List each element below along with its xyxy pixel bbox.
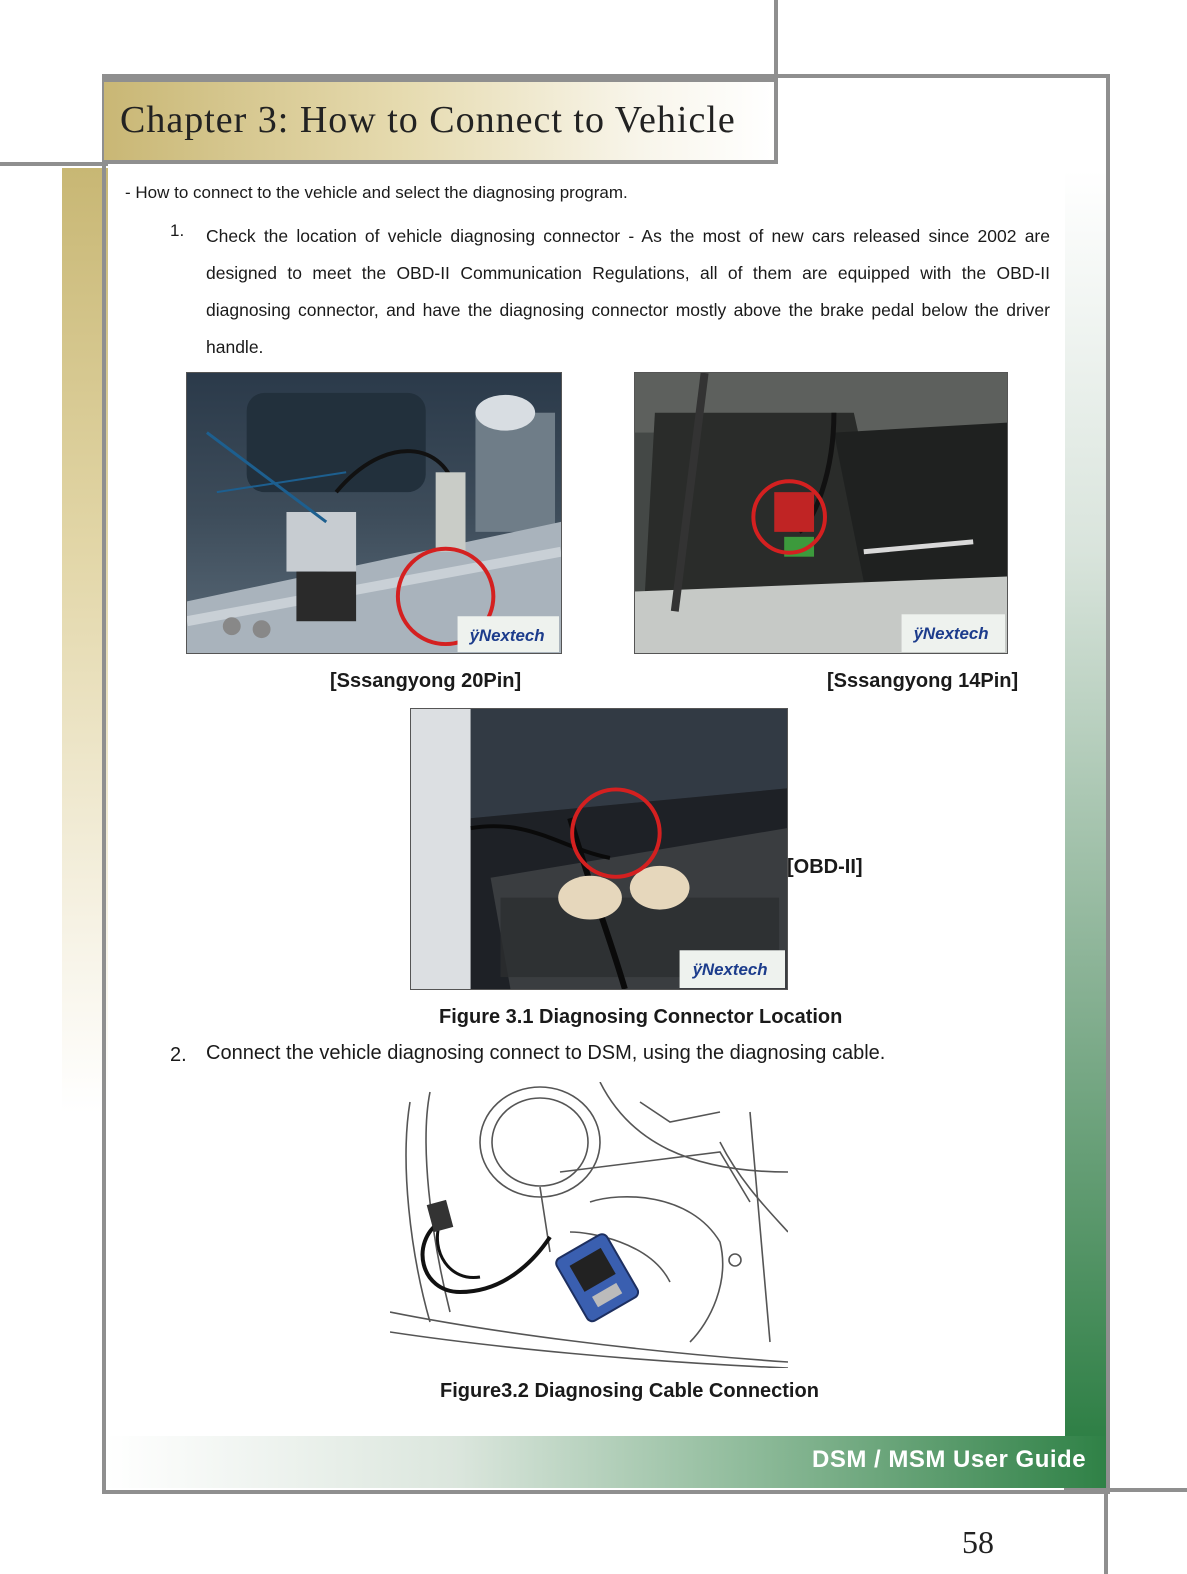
svg-text:ÿNextech: ÿNextech (692, 960, 768, 980)
svg-text:ÿNextech: ÿNextech (469, 626, 545, 646)
step-2-text: Connect the vehicle diagnosing connect to DSM, using the diagnosing cable. (206, 1042, 886, 1064)
intro-text: - How to connect to the vehicle and select the diagnosing program. (125, 183, 628, 202)
photo-obd2 (410, 708, 788, 990)
caption-ssangyong-14pin: [Sssangyong 14Pin] (827, 670, 1019, 692)
illustration-cable-connection (390, 1082, 788, 1368)
frame-line-top (774, 0, 778, 80)
frame-line-right (1064, 1488, 1187, 1492)
photo-ssangyong-14pin (634, 372, 1008, 654)
step-1-text: Check the location of vehicle diagnosing connector - As the most of new cars released since 2002 are designed to meet the OBD-II Communication Regulations, all of them are equipped with the OBD-II diagnosing connector, and have the diagnosing connector mostly above the brake pedal below the driver handle. (206, 226, 1050, 357)
frame-line-bottom (1104, 1488, 1108, 1574)
chapter-title: Chapter 3: How to Connect to Vehicle (120, 99, 736, 141)
figure-3-2-caption: Figure3.2 Diagnosing Cable Connection (440, 1380, 819, 1402)
guide-label: DSM / MSM User Guide (812, 1446, 1087, 1473)
photo-ssangyong-20pin (186, 372, 562, 654)
page-number: 58 (962, 1524, 994, 1560)
svg-text:ÿNextech: ÿNextech (913, 624, 989, 644)
frame-line-left (0, 162, 108, 166)
figure-3-1-caption: Figure 3.1 Diagnosing Connector Location (439, 1006, 843, 1028)
step-1-number: 1. (170, 221, 185, 240)
caption-ssangyong-20pin: [Sssangyong 20Pin] (330, 670, 522, 692)
step-2-number: 2. (170, 1044, 187, 1066)
caption-obd2: [OBD-II] (787, 856, 863, 878)
